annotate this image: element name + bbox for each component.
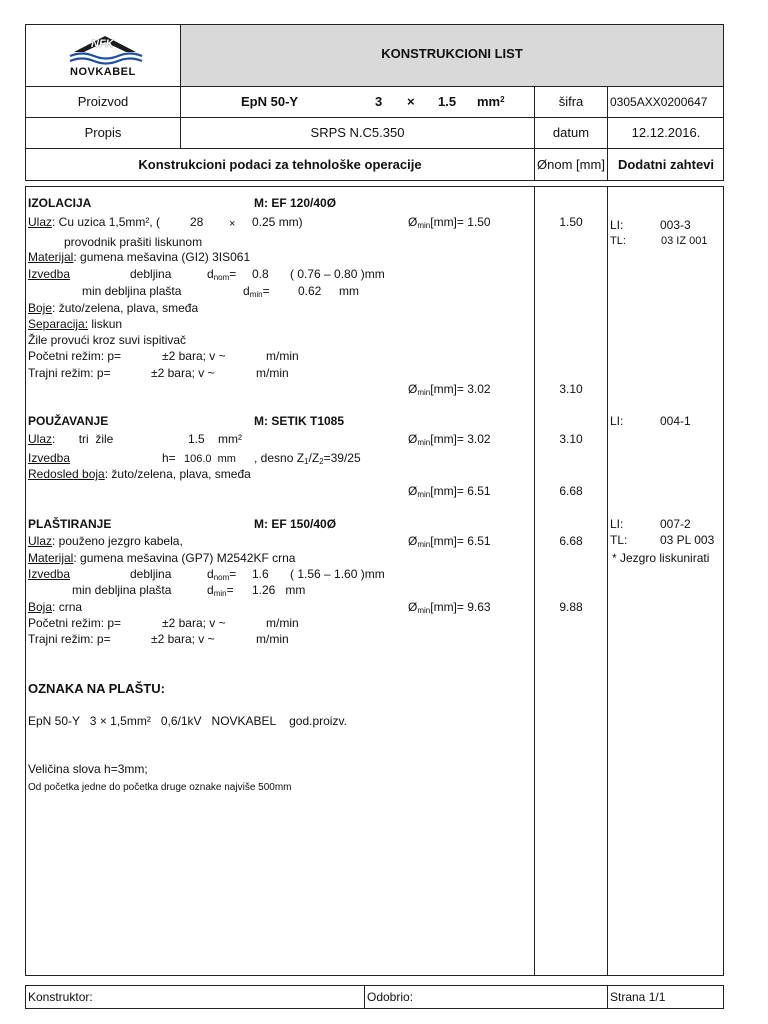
pouzavanje-izvedba-label: Izvedba	[28, 451, 71, 465]
pouzavanje-machine: M: SETIK T1085	[254, 414, 345, 428]
plastiranje-min-plasta: min debljina plašta	[72, 583, 172, 597]
izolacija-li-label: LI:	[610, 218, 624, 232]
izolacija-range: ( 0.76 – 0.80 )mm	[290, 267, 385, 281]
plastiranje-range: ( 1.56 – 1.60 )mm	[290, 567, 385, 581]
izolacija-dnom-1: 1.50	[559, 215, 583, 229]
izolacija-separacija: Separacija: liskun	[28, 317, 123, 331]
plastiranje-machine: M: EF 150/40Ø	[254, 517, 337, 531]
pouzavanje-dmin-2: $Ø_{min}[mm]= 6.51$	[408, 484, 491, 499]
izolacija-trajni-v: m/min	[256, 366, 289, 380]
izolacija-debljina: debljina	[130, 267, 172, 281]
izolacija-boje: Boje: žuto/zelena, plava, smeđa	[28, 301, 199, 315]
pouzavanje-ulaz: Ulaz: tri žile	[28, 432, 114, 446]
product-unit: $mm^2$	[477, 94, 505, 109]
pouzavanje-dnom-1: 3.10	[559, 432, 583, 446]
plastiranje-trajni: Trajni režim: p=	[28, 632, 111, 646]
oznaka-title: OZNAKA NA PLAŠTU:	[28, 681, 165, 696]
document-title: KONSTRUKCIONI LIST	[381, 46, 523, 61]
pouzavanje-h-value: 106.0 mm	[184, 453, 236, 465]
plastiranje-ulaz: Ulaz: použeno jezgro kabela,	[28, 534, 183, 548]
product-size: 1.5	[438, 94, 457, 109]
izolacija-ulaz: Ulaz: Cu uzica 1,5mm², (	[28, 215, 161, 229]
propis-label: Propis	[84, 125, 122, 140]
product-name: EpN 50-Y	[241, 94, 299, 109]
izolacija-dnom-value: 0.8	[252, 267, 269, 281]
plastiranje-dmin-value: 1.26 mm	[252, 583, 306, 597]
plastiranje-tl-value: 03 PL 003	[660, 533, 715, 547]
plastiranje-tl-label: TL:	[610, 533, 628, 547]
izolacija-izvedba-label: Izvedba	[28, 267, 71, 281]
section-header: Konstrukcioni podaci za tehnološke operacije	[138, 157, 422, 172]
izolacija-trajni-bar: ±2 bara; v ~	[151, 366, 215, 380]
izolacija-machine: M: EF 120/40Ø	[254, 196, 337, 210]
izolacija-dmin-1: $Ø_{min}[mm]= 1.50$	[408, 215, 491, 230]
plastiranje-debljina: debljina	[130, 567, 172, 581]
izolacija-zile: Žile provući kroz suvi ispitivač	[28, 333, 187, 347]
izolacija-dnom-2: 3.10	[559, 382, 583, 396]
plastiranje-li-label: LI:	[610, 517, 624, 531]
plastiranje-dmin-1: $Ø_{min}[mm]= 6.51$	[408, 534, 491, 549]
izolacija-ulaz-d: 0.25 mm)	[252, 215, 303, 229]
pouzavanje-ulaz-size: 1.5 mm²	[188, 432, 243, 446]
izolacija-trajni: Trajni režim: p=	[28, 366, 111, 380]
pouzavanje-desno: , desno $Z_1/Z_2=39/25$	[254, 451, 361, 466]
oznaka-velicina: Veličina slova h=3mm;	[28, 762, 148, 776]
plastiranje-trajni-v: m/min	[256, 632, 289, 646]
pouzavanje-redosled: Redosled boja: žuto/zelena, plava, smeđa	[28, 467, 251, 481]
plastiranje-izvedba-label: Izvedba	[28, 567, 71, 581]
izolacija-dmin-symbol: $d_{min}=$	[243, 284, 270, 299]
plastiranje-dmin-symbol: $d_{min}=$	[207, 583, 234, 598]
izolacija-dmin-unit: mm	[339, 284, 359, 298]
izolacija-min-plasta: min debljina plašta	[82, 284, 182, 298]
pouzavanje-li-value: 004-1	[660, 414, 691, 428]
izolacija-tl-label: TL:	[610, 235, 626, 247]
konstruktor-label: Konstruktor:	[28, 990, 93, 1004]
izolacija-dnom-symbol: $d_{nom}=$	[207, 267, 237, 282]
izolacija-ulaz-x: ×	[229, 218, 236, 230]
odobrio-label: Odobrio:	[367, 990, 414, 1004]
plastiranje-dmin-2: $Ø_{min}[mm]= 9.63$	[408, 600, 491, 615]
izolacija-tl-value: 03 IZ 001	[661, 235, 708, 247]
propis-value: SRPS N.C5.350	[310, 125, 405, 140]
izolacija-ulaz-n: 28	[190, 215, 204, 229]
plastiranje-dnom-symbol: $d_{nom}=$	[207, 567, 237, 582]
plastiranje-dnom-2: 9.88	[559, 600, 583, 614]
izolacija-pocetni: Početni režim: p=	[28, 349, 122, 363]
plastiranje-materijal: Materijal: gumena mešavina (GP7) M2542KF crna	[28, 551, 296, 565]
izolacija-materijal: Materijal: gumena mešavina (GI2) 3IS061	[28, 250, 251, 264]
pouzavanje-dmin-1: $Ø_{min}[mm]= 3.02$	[408, 432, 491, 447]
izolacija-prasiti: provodnik prašiti liskunom	[64, 235, 203, 249]
dnom-column-header: Ønom [mm]	[537, 157, 605, 172]
plastiranje-pocetni: Početni režim: p=	[28, 616, 122, 630]
izolacija-pocetni-bar: ±2 bara; v ~	[162, 349, 226, 363]
plastiranje-pocetni-v: m/min	[266, 616, 299, 630]
izolacija-dmin-value: 0.62	[298, 284, 322, 298]
oznaka-razmak: Od početka jedne do početka druge oznake najviše 500mm	[28, 782, 292, 793]
plastiranje-dnom-value: 1.6	[252, 567, 269, 581]
izolacija-dmin-2: $Ø_{min}[mm]= 3.02$	[408, 382, 491, 397]
pouzavanje-h-label: h=	[162, 451, 176, 465]
plastiranje-trajni-bar: ±2 bara; v ~	[151, 632, 215, 646]
product-cores: 3	[375, 94, 383, 109]
izolacija-title: IZOLACIJA	[28, 196, 92, 210]
plastiranje-note: * Jezgro liskunirati	[612, 551, 710, 565]
logo-mark: NFK	[91, 38, 114, 50]
datum-value: 12.12.2016.	[631, 125, 701, 140]
izolacija-li-value: 003-3	[660, 218, 691, 232]
plastiranje-li-value: 007-2	[660, 517, 691, 531]
izolacija-pocetni-v: m/min	[266, 349, 299, 363]
logo-brand: NOVKABEL	[70, 66, 136, 78]
pouzavanje-li-label: LI:	[610, 414, 624, 428]
pouzavanje-dnom-2: 6.68	[559, 484, 583, 498]
plastiranje-boja: Boja: crna	[28, 600, 83, 614]
product-times: ×	[407, 94, 415, 109]
sifra-label: šifra	[558, 94, 584, 109]
dodatni-column-header: Dodatni zahtevi	[617, 157, 715, 172]
plastiranje-title: PLAŠTIRANJE	[28, 517, 112, 531]
plastiranje-dnom-1: 6.68	[559, 534, 583, 548]
pouzavanje-title: POUŽAVANJE	[28, 414, 109, 428]
plastiranje-pocetni-bar: ±2 bara; v ~	[162, 616, 226, 630]
page-number: Strana 1/1	[610, 990, 666, 1004]
sifra-value: 0305AXX0200647	[610, 95, 708, 109]
proizvod-label: Proizvod	[77, 94, 129, 109]
oznaka-marking: EpN 50-Y 3 × 1,5mm² 0,6/1kV NOVKABEL god.proizv.	[28, 714, 347, 728]
novkabel-logo	[60, 32, 150, 82]
datum-label: datum	[552, 125, 590, 140]
